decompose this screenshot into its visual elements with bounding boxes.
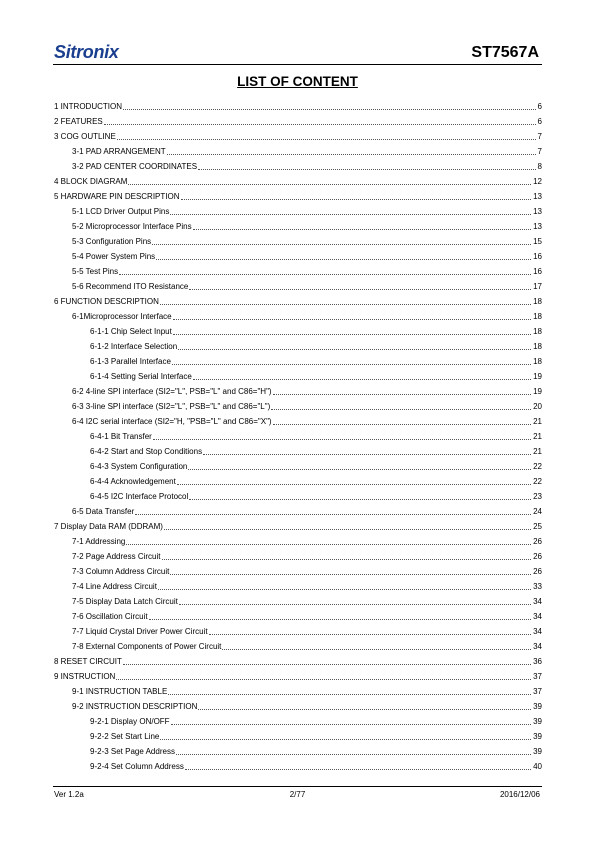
toc-entry[interactable] [54, 352, 542, 367]
toc-entry[interactable] [54, 652, 542, 667]
toc-entry[interactable] [54, 337, 542, 352]
toc-entry[interactable] [54, 487, 542, 502]
toc-entry[interactable] [54, 682, 542, 697]
toc-entry[interactable] [54, 532, 542, 547]
toc-entry-page: 6 [537, 102, 542, 111]
toc-entry-title: 9-1 INSTRUCTION TABLE [72, 687, 168, 696]
footer-divider [53, 786, 542, 787]
toc-entry-page: 15 [533, 237, 542, 246]
toc-dot-leader [117, 139, 536, 140]
toc-entry-title: 7-3 Column Address Circuit [72, 567, 170, 576]
toc-entry[interactable] [54, 172, 542, 187]
toc-dot-leader [160, 304, 531, 305]
toc-dot-leader [222, 649, 531, 650]
toc-entry-page: 19 [533, 372, 542, 381]
toc-entry-page: 26 [533, 552, 542, 561]
toc-entry[interactable] [54, 607, 542, 622]
toc-entry[interactable] [54, 142, 542, 157]
toc-entry-title: 6-5 Data Transfer [72, 507, 135, 516]
toc-dot-leader [178, 349, 531, 350]
toc-entry-title: 9-2-1 Display ON/OFF [90, 717, 170, 726]
toc-entry-title: 6-1-4 Setting Serial Interface [90, 372, 192, 381]
toc-entry-page: 22 [533, 477, 542, 486]
toc-dot-leader [193, 229, 531, 230]
toc-entry-page: 18 [533, 327, 542, 336]
toc-entry-page: 34 [533, 612, 542, 621]
brand-logo: Sitronix [54, 42, 119, 62]
toc-entry[interactable] [54, 187, 542, 202]
toc-entry-title: 1 INTRODUCTION [54, 102, 122, 111]
toc-entry-title: 2 FEATURES [54, 117, 103, 126]
toc-entry[interactable] [54, 637, 542, 652]
footer-version: Ver 1.2a [54, 790, 84, 799]
toc-entry-page: 17 [533, 282, 542, 291]
toc-dot-leader [160, 739, 531, 740]
toc-entry-page: 20 [533, 402, 542, 411]
toc-dot-leader [209, 634, 532, 635]
toc-entry-title: 5-3 Configuration Pins [72, 237, 152, 246]
toc-entry-page: 37 [533, 687, 542, 696]
toc-entry[interactable] [54, 427, 542, 442]
toc-entry-page: 18 [533, 297, 542, 306]
toc-entry-title: 5-1 LCD Driver Output Pins [72, 207, 170, 216]
toc-entry-title: 6-1Microprocessor Interface [72, 312, 172, 321]
toc-entry-page: 22 [533, 462, 542, 471]
toc-entry-title: 9 INSTRUCTION [54, 672, 116, 681]
toc-entry[interactable] [54, 322, 542, 337]
toc-entry[interactable] [54, 577, 542, 592]
toc-entry-page: 34 [533, 642, 542, 651]
toc-dot-leader [198, 169, 535, 170]
toc-dot-leader [116, 679, 531, 680]
toc-entry-title: 9-2-4 Set Column Address [90, 762, 184, 771]
footer-page-number: 2/77 [289, 790, 306, 799]
toc-entry-page: 39 [533, 702, 542, 711]
toc-dot-leader [189, 289, 531, 290]
toc-entry-page: 37 [533, 672, 542, 681]
toc-entry-title: 6-4-4 Acknowledgement [90, 477, 176, 486]
toc-entry-title: 5-4 Power System Pins [72, 252, 156, 261]
toc-dot-leader [273, 424, 532, 425]
toc-entry-title: 7 Display Data RAM (DDRAM) [54, 522, 163, 531]
toc-entry[interactable] [54, 712, 542, 727]
toc-entry[interactable] [54, 217, 542, 232]
toc-entry-title: 6-4-3 System Configuration [90, 462, 188, 471]
toc-entry-title: 9-2-3 Set Page Address [90, 747, 175, 756]
toc-dot-leader [203, 454, 531, 455]
toc-entry-page: 16 [533, 252, 542, 261]
toc-entry-title: 9-2-2 Set Start Line [90, 732, 160, 741]
toc-entry-title: 5 HARDWARE PIN DESCRIPTION [54, 192, 180, 201]
toc-entry-page: 40 [533, 762, 542, 771]
toc-entry-page: 36 [533, 657, 542, 666]
toc-entry-page: 7 [537, 147, 542, 156]
toc-entry-page: 39 [533, 747, 542, 756]
toc-entry-title: 5-6 Recommend ITO Resistance [72, 282, 189, 291]
toc-entry[interactable] [54, 112, 542, 127]
toc-dot-leader [198, 709, 531, 710]
toc-dot-leader [179, 604, 531, 605]
toc-dot-leader [149, 619, 532, 620]
toc-entry[interactable] [54, 307, 542, 322]
toc-entry[interactable] [54, 97, 542, 112]
toc-entry-page: 24 [533, 507, 542, 516]
toc-entry-page: 13 [533, 207, 542, 216]
toc-entry[interactable] [54, 667, 542, 682]
toc-entry[interactable] [54, 622, 542, 637]
toc-entry[interactable] [54, 397, 542, 412]
toc-dot-leader [185, 769, 531, 770]
model-number: ST7567A [471, 44, 539, 61]
toc-entry-page: 18 [533, 312, 542, 321]
toc-dot-leader [104, 124, 536, 125]
toc-dot-leader [171, 724, 532, 725]
page-title: LIST OF CONTENT [237, 74, 358, 89]
toc-entry[interactable] [54, 202, 542, 217]
toc-entry-page: 18 [533, 342, 542, 351]
toc-entry-page: 21 [533, 447, 542, 456]
toc-dot-leader [173, 319, 532, 320]
toc-entry-title: 7-4 Line Address Circuit [72, 582, 157, 591]
toc-entry[interactable] [54, 472, 542, 487]
toc-entry-title: 6-1-1 Chip Select Input [90, 327, 172, 336]
table-of-contents [54, 97, 542, 772]
toc-entry-title: 7-8 External Components of Power Circuit [72, 642, 222, 651]
toc-dot-leader [164, 529, 531, 530]
toc-dot-leader [172, 364, 531, 365]
toc-entry-page: 21 [533, 432, 542, 441]
toc-dot-leader [123, 109, 536, 110]
toc-entry[interactable] [54, 697, 542, 712]
toc-dot-leader [128, 184, 531, 185]
toc-entry[interactable] [54, 562, 542, 577]
footer-date: 2016/12/06 [499, 790, 540, 799]
toc-entry[interactable] [54, 412, 542, 427]
toc-entry-page: 19 [533, 387, 542, 396]
toc-dot-leader [170, 574, 531, 575]
toc-entry-title: 6-4 I2C serial interface (SI2="H, "PSB="L" and C86="X") [72, 417, 272, 426]
toc-entry-page: 18 [533, 357, 542, 366]
toc-entry[interactable] [54, 502, 542, 517]
toc-entry-title: 3-2 PAD CENTER COORDINATES [72, 162, 198, 171]
toc-entry-page: 26 [533, 537, 542, 546]
toc-entry[interactable] [54, 757, 542, 772]
toc-entry-page: 23 [533, 492, 542, 501]
toc-entry-title: 7-1 Addressing [72, 537, 126, 546]
toc-entry-page: 34 [533, 627, 542, 636]
toc-entry-page: 21 [533, 417, 542, 426]
toc-dot-leader [123, 664, 531, 665]
toc-dot-leader [177, 484, 531, 485]
toc-dot-leader [271, 409, 531, 410]
toc-entry[interactable] [54, 367, 542, 382]
toc-entry-title: 5-5 Test Pins [72, 267, 119, 276]
toc-entry-title: 6-3 3-line SPI interface (SI2="L", PSB="L" and C86="L") [72, 402, 271, 411]
toc-dot-leader [176, 754, 531, 755]
toc-dot-leader [119, 274, 531, 275]
toc-entry-page: 12 [533, 177, 542, 186]
toc-dot-leader [167, 154, 536, 155]
toc-entry[interactable] [54, 157, 542, 172]
toc-dot-leader [126, 544, 531, 545]
toc-entry-title: 7-7 Liquid Crystal Driver Power Circuit [72, 627, 208, 636]
toc-dot-leader [188, 469, 531, 470]
toc-entry-title: 4 BLOCK DIAGRAM [54, 177, 128, 186]
toc-dot-leader [168, 694, 531, 695]
toc-entry-page: 39 [533, 732, 542, 741]
toc-entry-title: 7-6 Oscillation Circuit [72, 612, 148, 621]
toc-dot-leader [135, 514, 531, 515]
header-divider [53, 64, 542, 65]
toc-dot-leader [173, 334, 531, 335]
toc-entry[interactable] [54, 127, 542, 142]
toc-entry[interactable] [54, 262, 542, 277]
toc-dot-leader [170, 214, 531, 215]
toc-dot-leader [273, 394, 532, 395]
toc-entry-title: 7-5 Display Data Latch Circuit [72, 597, 178, 606]
toc-entry-page: 6 [537, 117, 542, 126]
toc-entry[interactable] [54, 382, 542, 397]
toc-dot-leader [181, 199, 532, 200]
toc-entry-page: 26 [533, 567, 542, 576]
toc-entry-page: 33 [533, 582, 542, 591]
toc-entry[interactable] [54, 517, 542, 532]
toc-entry-title: 9-2 INSTRUCTION DESCRIPTION [72, 702, 198, 711]
toc-dot-leader [152, 244, 531, 245]
toc-entry[interactable] [54, 742, 542, 757]
toc-entry-page: 8 [537, 162, 542, 171]
toc-entry-title: 6-1-3 Parallel Interface [90, 357, 171, 366]
toc-entry-title: 3 COG OUTLINE [54, 132, 116, 141]
toc-entry-title: 5-2 Microprocessor Interface Pins [72, 222, 192, 231]
toc-entry[interactable] [54, 547, 542, 562]
toc-entry[interactable] [54, 592, 542, 607]
toc-dot-leader [162, 559, 532, 560]
toc-entry[interactable] [54, 292, 542, 307]
toc-entry-title: 6-2 4-line SPI interface (SI2="L", PSB="L" and C86="H") [72, 387, 272, 396]
toc-entry-title: 8 RESET CIRCUIT [54, 657, 122, 666]
toc-entry-title: 7-2 Page Address Circuit [72, 552, 161, 561]
toc-entry[interactable] [54, 277, 542, 292]
toc-entry-page: 39 [533, 717, 542, 726]
toc-dot-leader [189, 499, 531, 500]
toc-entry[interactable] [54, 232, 542, 247]
toc-entry-page: 16 [533, 267, 542, 276]
toc-entry-page: 13 [533, 222, 542, 231]
toc-entry-page: 7 [537, 132, 542, 141]
toc-entry-title: 6-4-1 Bit Transfer [90, 432, 152, 441]
toc-entry-page: 13 [533, 192, 542, 201]
toc-dot-leader [153, 439, 531, 440]
toc-entry-page: 25 [533, 522, 542, 531]
toc-entry-title: 6-1-2 Interface Selection [90, 342, 178, 351]
toc-entry-title: 6 FUNCTION DESCRIPTION [54, 297, 159, 306]
toc-entry-title: 6-4-2 Start and Stop Conditions [90, 447, 203, 456]
toc-entry[interactable] [54, 727, 542, 742]
toc-dot-leader [193, 379, 531, 380]
toc-dot-leader [158, 589, 531, 590]
toc-entry-title: 3-1 PAD ARRANGEMENT [72, 147, 166, 156]
toc-entry[interactable] [54, 457, 542, 472]
toc-entry-title: 6-4-5 I2C Interface Protocol [90, 492, 189, 501]
toc-dot-leader [156, 259, 531, 260]
toc-entry[interactable] [54, 442, 542, 457]
toc-entry[interactable] [54, 247, 542, 262]
toc-entry-page: 34 [533, 597, 542, 606]
